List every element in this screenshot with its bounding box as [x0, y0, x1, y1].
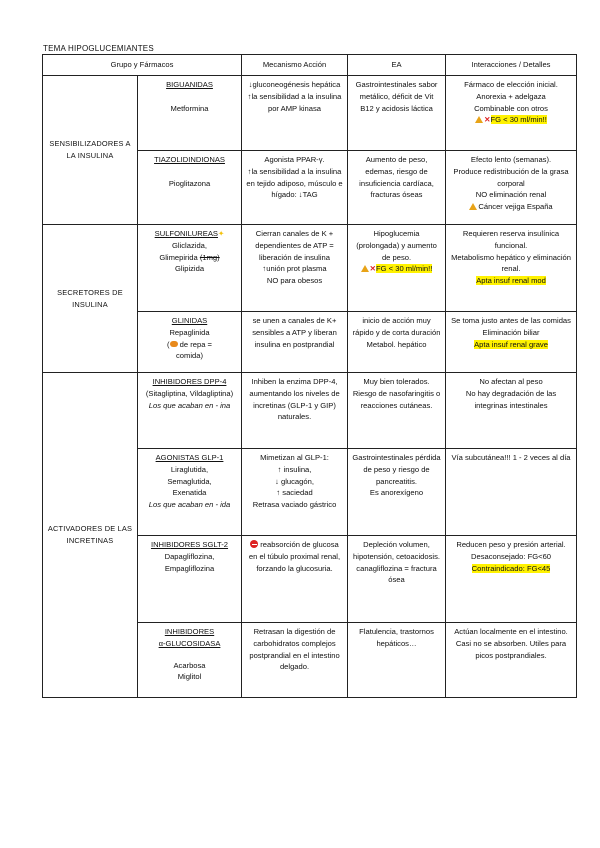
drug-name: Liraglutida,: [170, 464, 209, 474]
table-row: [43, 373, 577, 449]
drug-cell-tiazolidindionas: [138, 151, 242, 225]
details-cell: [446, 225, 577, 312]
highlight-text: Contraindicado: FG<45: [471, 563, 551, 573]
drug-note: Los que acaban en - ina: [148, 400, 231, 410]
ea-text: Gastrointestinales pérdida de peso y riesgo de pancreatitis.: [352, 453, 441, 486]
mechanism-text: ↑ saciedad: [276, 488, 313, 498]
page-title: TEMA HIPOGLUCEMIANTES: [43, 44, 154, 53]
mechanism-cell: [242, 76, 348, 151]
mechanism-text: ↓gluconeogénesis hepática: [248, 80, 341, 89]
drug-cell-sulfonilureas: [138, 225, 242, 312]
ea-cell: [348, 449, 446, 536]
mechanism-cell: [242, 225, 348, 312]
detail-text: Fármaco de elección inicial.: [464, 80, 558, 89]
class-name: AGONISTAS GLP-1: [155, 453, 224, 462]
header-details: Interacciones / Detalles: [446, 55, 577, 76]
highlight-text: FG < 30 ml/min!!: [490, 115, 547, 125]
mechanism-text: ↓ glucagón,: [275, 476, 314, 486]
group-secretores: SECRETORES DE INSULINA: [43, 225, 138, 373]
table-row: [43, 225, 577, 312]
mechanism-text: NO para obesos: [266, 276, 323, 286]
class-name: GLINIDAS: [171, 316, 208, 325]
mechanism-text: ↑ insulina,: [277, 464, 312, 474]
drug-name: Pioglitazona: [168, 178, 211, 188]
warning-icon: [361, 265, 369, 272]
ea-cell: inicio de acción muy rápido y de corta duración Metabol. hepático: [348, 312, 446, 373]
class-name: SULFONILUREAS: [154, 229, 218, 238]
ea-cell: Flatulencia, trastornos hepáticos…: [348, 623, 446, 698]
class-name: INHIBIDORES SGLT-2: [150, 540, 229, 549]
ea-cell: Depleción volumen, hipotensión, cetoacidosis. canagliflozina = fractura ósea: [348, 536, 446, 623]
cross-mark-icon: ✕: [369, 264, 377, 274]
drug-name: Repaglinida: [169, 327, 210, 337]
drug-table: [42, 54, 577, 698]
ea-text: Es anorexígeno: [369, 488, 424, 498]
drug-name: Exenatida: [172, 488, 207, 498]
details-cell: Vía subcutánea!!! 1 - 2 veces al día: [446, 449, 577, 536]
class-name: BIGUANIDAS: [166, 80, 213, 89]
mechanism-cell: [242, 536, 348, 623]
detail-text: Metabolismo hepático y eliminación renal.: [451, 252, 571, 274]
ea-cell: Aumento de peso, edemas, riesgo de insuficiencia cardíaca, fracturas óseas: [348, 151, 446, 225]
drug-name: Glipizida: [174, 264, 205, 274]
mechanism-text: Mimetizan al GLP-1:: [260, 453, 329, 462]
header-mechanism: Mecanismo Acción: [242, 55, 348, 76]
details-cell: Actúan localmente en el intestino. Casi no se absorben. Utiles para picos postprandiales.: [446, 623, 577, 698]
drug-note: Los que acaban en - ida: [148, 500, 231, 510]
mechanism-text: Cierran canales de K + dependientes de ATP = liberación de insulina: [255, 229, 334, 262]
highlight-text: Apta insuf renal grave: [474, 339, 548, 349]
drug-cell-glinidas: [138, 312, 242, 373]
drug-cell-dpp4: [138, 373, 242, 449]
drug-cell-glp1: [138, 449, 242, 536]
detail-text: Combinable con otros: [474, 103, 548, 113]
detail-text: Cáncer vejiga España: [478, 202, 553, 212]
warning-icon: [469, 203, 477, 210]
details-cell: [446, 373, 577, 449]
details-cell: [446, 312, 577, 373]
mechanism-text: ↑la sensibilidad a la insulina en tejido adiposo, músculo e hígado: ↓TAG: [246, 166, 343, 200]
table-header-row: [43, 55, 577, 76]
drug-note: comida): [176, 351, 204, 361]
detail-text: No afectan al peso: [479, 377, 543, 386]
ea-text: Hipoglucemia (prolongada) y aumento de peso.: [356, 229, 437, 262]
drug-name: Gliclazida,: [171, 240, 208, 250]
highlight-text: FG < 30 ml/min!!: [376, 264, 433, 274]
detail-text: No hay degradación de las integrinas intestinales: [465, 388, 557, 410]
drug-name: Glimepirida: [159, 252, 198, 262]
class-name: TIAZOLIDINDIONAS: [154, 155, 225, 164]
mechanism-text: ↑la sensibilidad a la insulina por AMP kinasa: [247, 91, 342, 113]
mechanism-cell: Inhiben la enzima DPP-4, aumentando los niveles de incretinas (GLP-1 y GIP) naturales.: [242, 373, 348, 449]
cross-mark-icon: ✕: [484, 115, 491, 125]
ea-cell: Gastrointestinales sabor metálico, déficit de Vit B12 y acidosis láctica: [348, 76, 446, 151]
stop-icon: [250, 540, 258, 548]
details-cell: [446, 536, 577, 623]
details-cell: [446, 76, 577, 151]
header-group: Grupo y Fármacos: [43, 55, 242, 76]
class-name: α-GLUCOSIDASA: [158, 638, 221, 648]
drug-cell-alfa-glucosidasa: [138, 623, 242, 698]
drug-name: Miglitol: [177, 672, 202, 682]
drug-name: Dapagliflozina, Empagliflozina: [164, 551, 215, 573]
details-cell: [446, 151, 577, 225]
detail-text: Anorexia + adelgaza: [476, 91, 546, 101]
mechanism-text: reabsorción de glucosa en el túbulo proximal renal, forzando la glucosuria.: [248, 540, 341, 573]
drug-note: de repa =: [179, 339, 212, 349]
ea-cell: Muy bien tolerados. Riesgo de nasofaringitis o reacciones cutáneas.: [348, 373, 446, 449]
group-sensibilizadores: SENSIBILIZADORES A LA INSULINA: [43, 76, 138, 225]
drug-name: Acarbosa: [173, 660, 206, 670]
class-name: INHIBIDORES DPP-4: [152, 377, 227, 386]
mechanism-cell: [242, 151, 348, 225]
detail-text: NO eliminación renal: [475, 190, 547, 200]
detail-text: Desaconsejado: FG<60: [471, 551, 552, 561]
drug-note: (: [167, 339, 170, 349]
detail-text: Efecto lento (semanas).: [470, 155, 552, 164]
detail-text: Reducen peso y presión arterial.: [456, 540, 566, 549]
class-name: INHIBIDORES: [164, 627, 215, 636]
table-row: [43, 76, 577, 151]
detail-text: Produce redistribución de la grasa corporal: [453, 166, 569, 188]
mechanism-cell: [242, 449, 348, 536]
drug-name: Metformina: [170, 103, 209, 113]
drug-name: (Sitagliptina, Vildagliptina): [145, 388, 234, 398]
detail-text: Se toma justo antes de las comidas: [451, 316, 571, 325]
sparkle-icon: ✦: [217, 229, 225, 238]
mechanism-text: ↑unión prot plasma: [262, 264, 327, 274]
drug-cell-sglt2: [138, 536, 242, 623]
drug-name: Semaglutida,: [167, 476, 212, 486]
mechanism-cell: se unen a canales de K+ sensibles a ATP y liberan insulina en postprandial: [242, 312, 348, 373]
detail-text: Requieren reserva insulínica funcional.: [462, 229, 560, 250]
highlight-text: Apta insuf renal mod: [476, 276, 546, 286]
ea-cell: [348, 225, 446, 312]
warning-icon: [475, 116, 483, 123]
drug-cell-biguanidas: [138, 76, 242, 151]
mechanism-text: Agonista PPAR-γ.: [264, 155, 325, 164]
mechanism-cell: Retrasan la digestión de carbohidratos complejos postprandial en el intestino delgado.: [242, 623, 348, 698]
pill-icon: [170, 341, 178, 347]
detail-text: Eliminación biliar: [482, 327, 540, 337]
header-ea: EA: [348, 55, 446, 76]
struck-text: (1mg): [199, 252, 220, 262]
mechanism-text: Retrasa vaciado gástrico: [252, 500, 337, 510]
group-incretinas: ACTIVADORES DE LAS INCRETINAS: [43, 373, 138, 698]
